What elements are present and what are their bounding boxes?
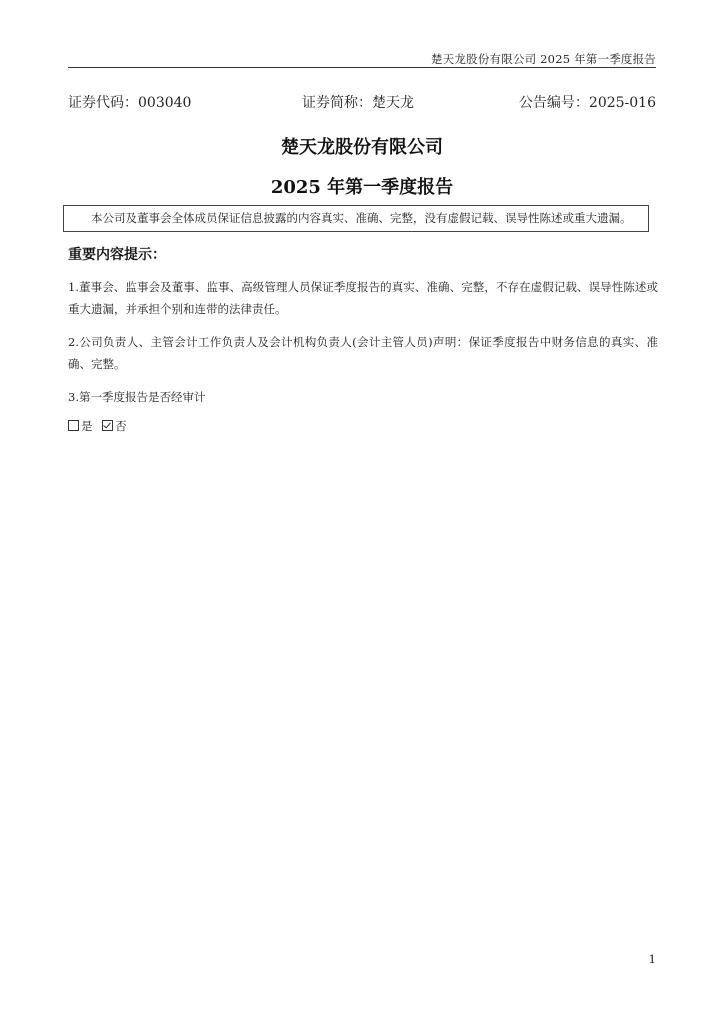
announcement-number: 公告编号：2025-016 — [518, 95, 656, 111]
header-rule — [68, 67, 656, 68]
notice-item-2: 2.公司负责人、主管会计工作负责人及会计机构负责人(会计主管人员)声明：保证季度报告中财务信息的真实、准确、完整。 — [68, 335, 658, 371]
company-title: 楚天龙股份有限公司 — [281, 137, 443, 158]
page-number: 1 — [648, 952, 656, 966]
audit-no-checkbox-icon — [102, 420, 113, 431]
important-notice-heading: 重要内容提示： — [68, 247, 166, 263]
running-header: 楚天龙股份有限公司 2025 年第一季度报告 — [431, 52, 656, 66]
notice-item-3: 3.第一季度报告是否经审计 — [68, 390, 206, 404]
audit-no-label: 否 — [115, 419, 127, 433]
notice-item-1: 1.董事会、监事会及董事、监事、高级管理人员保证季度报告的真实、准确、完整，不存在虚假记载、误导性陈述或重大遗漏，并承担个别和连带的法律责任。 — [68, 280, 658, 316]
stock-abbreviation: 证券简称：楚天龙 — [302, 95, 414, 111]
audit-options — [68, 418, 127, 434]
audit-yes-label: 是 — [81, 419, 93, 433]
disclosure-statement-box: 本公司及董事会全体成员保证信息披露的内容真实、准确、完整，没有虚假记载、误导性陈述或重大遗漏。 — [63, 205, 649, 232]
audit-yes-checkbox-icon — [68, 420, 79, 431]
stock-code: 证券代码：003040 — [68, 95, 192, 111]
report-title: 2025 年第一季度报告 — [270, 177, 454, 198]
